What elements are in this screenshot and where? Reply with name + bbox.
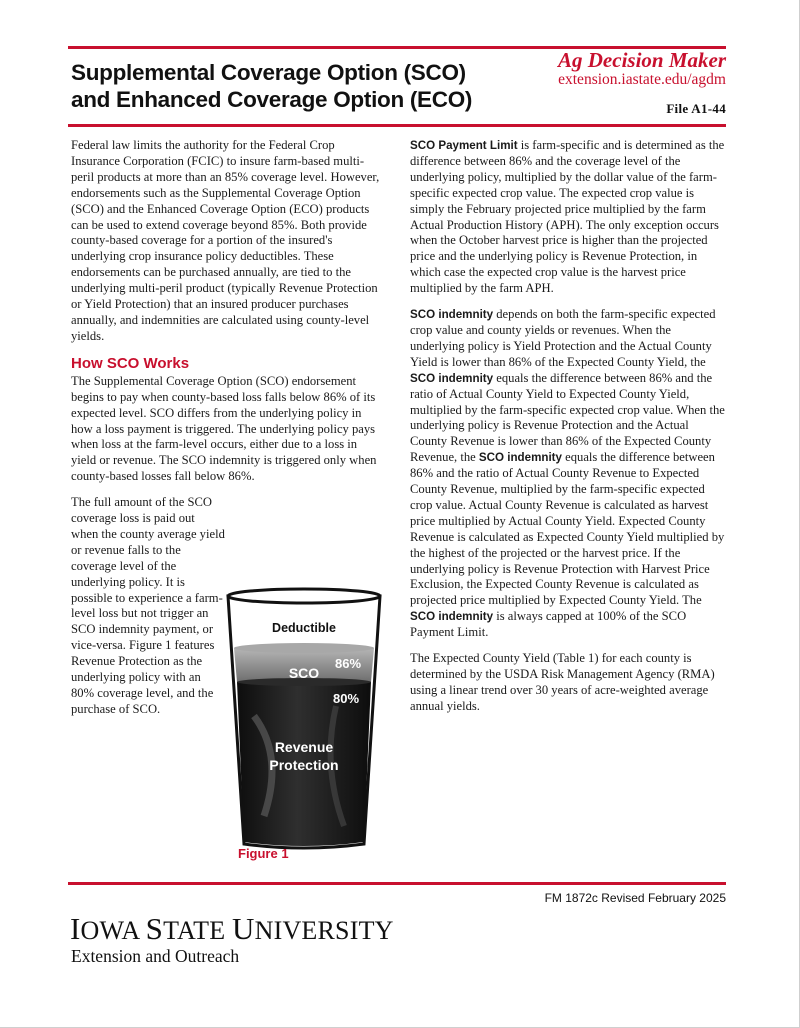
section-heading-how-sco-works: How SCO Works	[71, 354, 190, 372]
figure-caption: Figure 1	[238, 846, 289, 861]
publication-code: FM 1872c Revised February 2025	[544, 891, 726, 905]
right-column	[410, 138, 728, 725]
intro-paragraph: Federal law limits the authority for the Federal Crop Insurance Corporation (FCIC) to insure farm-based multi-peril products at more than an 85% coverage level. However, endorsements such as the Supplemental Coverage Option (SCO) and the Enhanced Coverage Option (ECO) products can be used to extend coverage beyond 85%. Both provide county-based coverage for a portion of the insured's underlying crop insurance policy deductibles. These endorsements can be purchased annually, are tied to the underlying multi-peril product (typically Revenue Protection or Yield Protection) that an insured producer purchases annually, and indemnities are calculated using county-level yields.	[71, 138, 380, 343]
glass-rim	[228, 589, 380, 603]
label-86-percent: 86%	[334, 656, 362, 671]
file-number: File A1-44	[666, 101, 726, 116]
term-sco-payment-limit: SCO Payment Limit	[410, 139, 518, 152]
document-title	[71, 59, 511, 113]
p2-text-2: equals the difference between 86% and the ratio of Actual County Yield to Expected County Yield, multiplied by the farm-specific expected crop value. When the underlying policy is Revenue Protection and the Actual County Revenue is lower than 86% of the Expected County Revenue, the	[410, 370, 725, 465]
how-sco-works-paragraph: The Supplemental Coverage Option (SCO) endorsement begins to pay when county-based loss falls below 86% of its expected level. SCO differs from the underlying policy in how a loss payment is triggered. The underlying policy pays when loss at the farm-level occurs, either due to a loss in yield or revenue. The SCO indemnity is triggered only when county-based losses fall below 86%.	[71, 373, 377, 484]
title-line-1: Supplemental Coverage Option (SCO)	[71, 60, 466, 85]
extension-unit: Extension and Outreach	[71, 946, 240, 966]
title-line-2: and Enhanced Coverage Option (ECO)	[71, 87, 473, 112]
label-deductible: Deductible	[272, 621, 336, 635]
label-protection: Protection	[269, 757, 339, 773]
term-sco-indemnity: SCO indemnity	[410, 371, 494, 385]
p1-text: is farm-specific and is determined as the difference between 86% and the coverage level of the underlying policy, multiplied by the dollar value of the farm-specific expected crop value. The expected crop value is simply the February projected price multiplied by the farm Actual Production History (APH). The only exception occurs when the October harvest price is higher than the projected price and the underlying policy is Revenue Protection, in which case the expected crop value is the harvest price multiplied by the farm APH.	[410, 138, 725, 296]
label-80-percent: 80%	[332, 691, 360, 706]
p2-text-1: depends on both the farm-specific expected crop value and county yields or revenues. When the underlying policy is Yield Protection and the Actual County Yield is lower than 86% of the Expected County Yield, the	[410, 307, 716, 369]
university-wordmark: IOWA STATE UNIVERSITY	[70, 911, 394, 946]
figure-1-glass-diagram	[224, 586, 384, 856]
figure-side-paragraph: The full amount of the SCO coverage loss is paid out when the county average yield or revenue falls to the coverage level of the underlying policy. It is possible to experience a farm-level loss but not trigger an SCO indemnity payment, or vice-versa. Figure 1 features Revenue Protection as the underlying policy with an 80% coverage level, and the purchase of SCO.	[71, 495, 225, 716]
sco-indemnity-paragraph	[410, 307, 728, 641]
sco-payment-limit-paragraph	[410, 138, 728, 297]
term-sco-indemnity: SCO indemnity	[410, 308, 494, 322]
term-sco-indemnity: SCO indemnity	[410, 610, 494, 624]
label-revenue: Revenue	[274, 739, 334, 755]
header-bottom-rule	[68, 124, 726, 127]
brand-url[interactable]: extension.iastate.edu/agdm	[558, 71, 726, 88]
footer-rule	[68, 882, 726, 885]
p2-text-4: is always capped at 100% of the SCO Payment Limit.	[410, 609, 687, 640]
label-sco: SCO	[288, 665, 320, 681]
p2-text-3: equals the difference between 86% and the ratio of Actual County Revenue to Expected County Revenue, multiplied by the farm-specific expected crop value. Actual County Revenue is calculated as harvest price multiplied by Actual County Yield. Expected County Revenue is calculated as Expected County Yield multiplied by the highest of the projected or the harvest price. If the underlying policy is Revenue Protection with Harvest Price Exclusion, the Expected County Revenue is calculated as projected price multiplied by Expected County Yield. The	[410, 450, 725, 608]
brand-name: Ag Decision Maker	[558, 48, 726, 72]
expected-county-yield-paragraph: The Expected County Yield (Table 1) for each county is determined by the USDA Risk Management Agency (RMA) using a linear trend over 30 years of acre-weighted average annual yields.	[410, 651, 715, 713]
brand-block	[558, 49, 726, 88]
term-sco-indemnity: SCO indemnity	[478, 451, 562, 465]
